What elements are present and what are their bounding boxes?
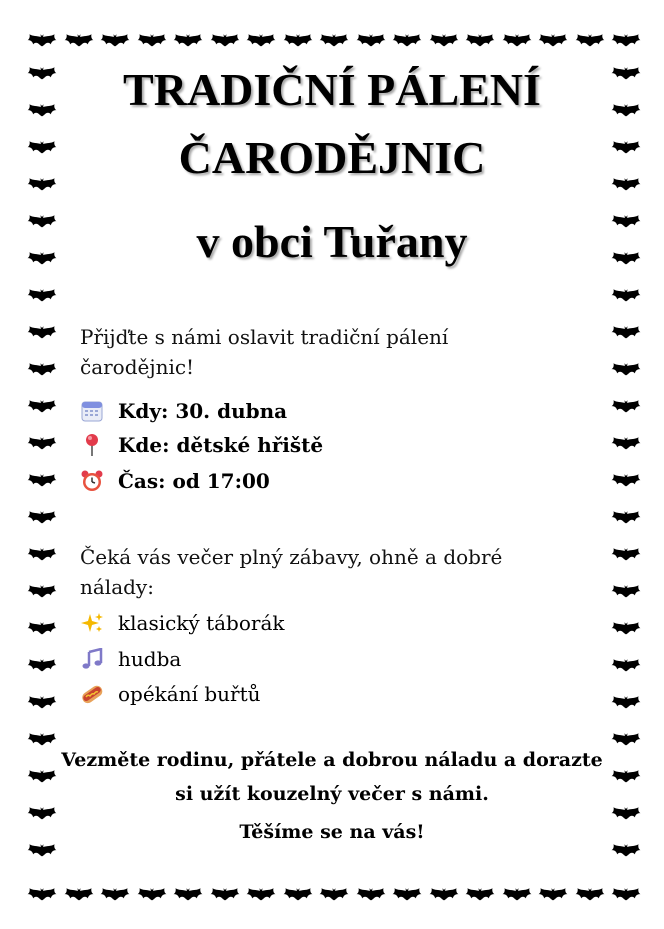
activity-sausages-text: opékání buřtů bbox=[118, 682, 261, 706]
bat-icon bbox=[611, 547, 641, 561]
bat-icon bbox=[465, 33, 495, 47]
bat-icon bbox=[502, 33, 532, 47]
activity-music-text: hudba bbox=[118, 647, 182, 671]
bat-icon bbox=[27, 621, 57, 635]
title-line-1: TRADIČNÍ PÁLENÍ bbox=[123, 64, 541, 115]
bat-icon bbox=[611, 399, 641, 413]
hot-dog-icon bbox=[80, 682, 104, 706]
bat-icon bbox=[246, 887, 276, 901]
bat-icon bbox=[611, 33, 641, 47]
bat-icon bbox=[611, 436, 641, 450]
bat-icon bbox=[137, 33, 167, 47]
detail-when-text: Kdy: 30. dubna bbox=[118, 399, 288, 423]
expect-text: Čeká vás večer plný zábavy, ohně a dobré nálady: bbox=[80, 545, 503, 599]
detail-time-text: Čas: od 17:00 bbox=[118, 469, 270, 493]
bat-icon bbox=[502, 887, 532, 901]
bat-icon bbox=[27, 288, 57, 302]
bat-icon bbox=[100, 887, 130, 901]
bat-icon bbox=[611, 658, 641, 672]
bat-icon bbox=[27, 325, 57, 339]
pin-icon bbox=[80, 433, 104, 457]
bat-icon bbox=[27, 843, 57, 857]
bat-icon bbox=[283, 887, 313, 901]
closing-signoff: Těšíme se na vás! bbox=[239, 821, 425, 843]
bat-icon bbox=[27, 695, 57, 709]
bat-icon bbox=[356, 33, 386, 47]
bat-icon bbox=[27, 806, 57, 820]
bat-icon bbox=[27, 33, 57, 47]
bat-icon bbox=[27, 547, 57, 561]
music-notes-icon bbox=[80, 647, 104, 671]
bat-icon bbox=[611, 473, 641, 487]
bat-icon bbox=[356, 887, 386, 901]
intro-text: Přijďte s námi oslavit tradiční pálení čarodějnic! bbox=[80, 325, 449, 379]
bat-icon bbox=[27, 887, 57, 901]
bat-icon bbox=[465, 887, 495, 901]
detail-where bbox=[80, 429, 323, 461]
bat-icon bbox=[611, 695, 641, 709]
bat-icon bbox=[27, 769, 57, 783]
activity-sausages bbox=[80, 678, 261, 710]
alarm-clock-icon bbox=[80, 469, 104, 493]
bat-icon bbox=[611, 769, 641, 783]
bat-icon bbox=[27, 732, 57, 746]
bat-icon bbox=[429, 887, 459, 901]
detail-where-text: Kde: dětské hřiště bbox=[118, 433, 324, 457]
title-line-2: ČARODĚJNIC bbox=[178, 132, 486, 183]
closing-invite: Vezměte rodinu, přátele a dobrou náladu a dorazte si užít kouzelný večer s námi. bbox=[61, 749, 603, 805]
bat-icon bbox=[575, 33, 605, 47]
bat-icon bbox=[210, 33, 240, 47]
bat-icon bbox=[611, 621, 641, 635]
title-line-3: v obci Tuřany bbox=[196, 216, 468, 267]
bat-icon bbox=[27, 436, 57, 450]
bat-icon bbox=[283, 33, 313, 47]
bat-icon bbox=[27, 658, 57, 672]
bat-icon bbox=[173, 887, 203, 901]
activity-campfire bbox=[80, 607, 284, 639]
bat-icon bbox=[611, 806, 641, 820]
bat-icon bbox=[210, 887, 240, 901]
bat-icon bbox=[575, 887, 605, 901]
bat-icon bbox=[319, 887, 349, 901]
sparkles-icon bbox=[80, 611, 104, 635]
activity-music bbox=[80, 643, 181, 675]
bat-icon bbox=[611, 362, 641, 376]
bat-icon bbox=[611, 288, 641, 302]
bat-icon bbox=[392, 887, 422, 901]
bat-icon bbox=[64, 33, 94, 47]
bat-icon bbox=[246, 33, 276, 47]
bat-icon bbox=[64, 887, 94, 901]
bat-icon bbox=[538, 33, 568, 47]
bat-icon bbox=[137, 887, 167, 901]
bat-icon bbox=[173, 33, 203, 47]
detail-time bbox=[80, 465, 270, 497]
bat-icon bbox=[611, 584, 641, 598]
bat-icon bbox=[538, 887, 568, 901]
bat-icon bbox=[27, 362, 57, 376]
bat-icon bbox=[27, 399, 57, 413]
bat-icon bbox=[27, 473, 57, 487]
bat-icon bbox=[27, 510, 57, 524]
bat-icon bbox=[100, 33, 130, 47]
bat-icon bbox=[611, 843, 641, 857]
detail-when bbox=[80, 395, 287, 427]
calendar-icon bbox=[80, 399, 104, 423]
bat-icon bbox=[611, 325, 641, 339]
bat-icon bbox=[429, 33, 459, 47]
bat-icon bbox=[319, 33, 349, 47]
bat-icon bbox=[611, 732, 641, 746]
bat-icon bbox=[611, 510, 641, 524]
bat-icon bbox=[392, 33, 422, 47]
bat-icon bbox=[611, 887, 641, 901]
bat-icon bbox=[27, 584, 57, 598]
activity-campfire-text: klasický táborák bbox=[118, 611, 285, 635]
